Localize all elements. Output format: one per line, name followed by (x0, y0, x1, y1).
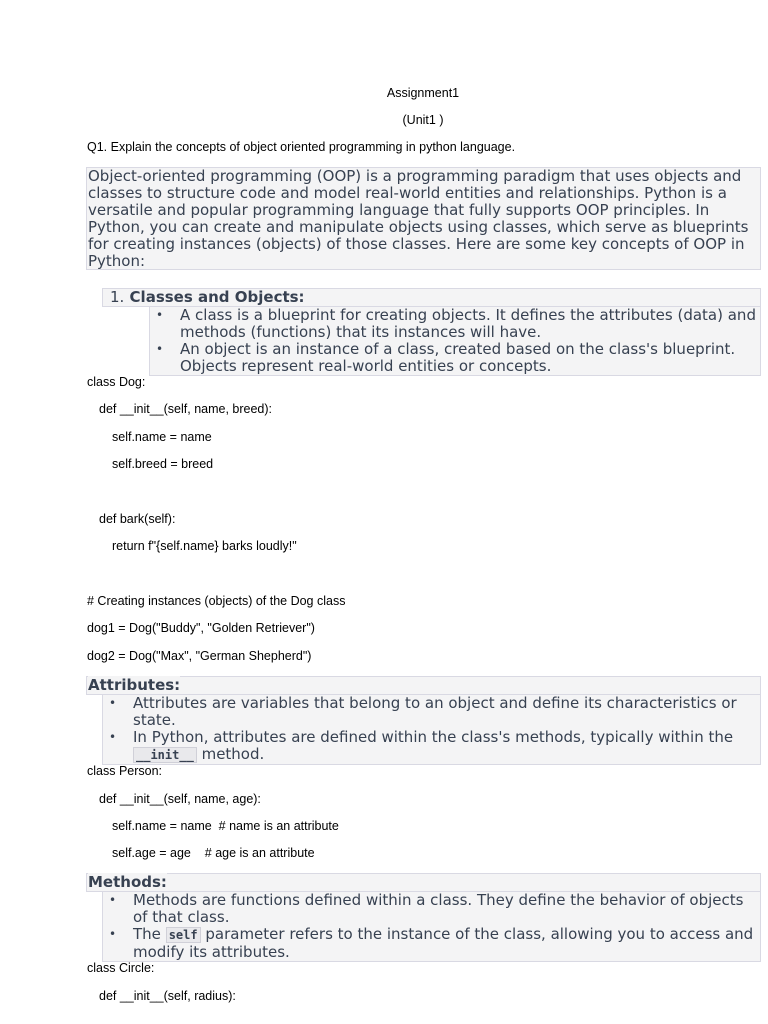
section-heading-classes (102, 288, 761, 307)
attributes-bullet-list (102, 694, 761, 765)
list-item: • The self parameter refers to the instance of the class, allowing you to access and modify its attributes. (109, 925, 754, 961)
methods-bullet-list (102, 891, 761, 962)
list-item: • Methods are functions defined within a class. They define the behavior of objects of that class. (109, 891, 744, 926)
code-line: return f"{self.name} barks loudly!" (112, 539, 297, 553)
list-item: • Attributes are variables that belong to an object and define its characteristics or state. (109, 694, 737, 729)
heading-text: Classes and Objects: (129, 288, 305, 306)
document-title: Assignment1 (386, 86, 460, 100)
code-line: def __init__(self, name, breed): (99, 402, 273, 416)
code-line: dog1 = Dog("Buddy", "Golden Retriever") (87, 621, 315, 635)
inline-code: __init__ (133, 747, 197, 763)
classes-bullet-list (149, 306, 761, 376)
code-line: def __init__(self, name, age): (99, 792, 261, 806)
section-heading-attributes: Attributes: (86, 676, 761, 695)
intro-paragraph: Object-oriented programming (OOP) is a programming paradigm that uses objects and classes to structure code and model real-world entities and relationships. Python is a versatile and popular programming language that fully supports OOP principles. In Python, you can create and manipulate objects using classes, which serve as blueprints for creating instances (objects) of those classes. Here are some key concepts of OOP in Python: (86, 167, 761, 270)
list-number: 1. (110, 288, 125, 306)
list-item: • A class is a blueprint for creating objects. It defines the attributes (data) and methods (functions) that its instances will have. (156, 306, 756, 341)
code-line: self.breed = breed (112, 457, 214, 471)
code-line: self.age = age # age is an attribute (112, 846, 315, 860)
section-heading-methods: Methods: (86, 873, 761, 892)
list-item: • An object is an instance of a class, created based on the class's blueprint. Objects represent real-world entities or concepts. (156, 340, 736, 375)
list-item: • In Python, attributes are defined within the class's methods, typically within the __init__ method. (109, 728, 734, 763)
code-line: dog2 = Dog("Max", "German Shepherd") (87, 649, 312, 663)
code-comment: # Creating instances (objects) of the Dog class (87, 594, 346, 608)
code-line: class Dog: (87, 375, 146, 389)
code-line: self.name = name # name is an attribute (112, 819, 339, 833)
code-line: def __init__(self, radius): (99, 989, 236, 1003)
code-line: def bark(self): (99, 512, 176, 526)
document-subtitle: (Unit1 ) (402, 113, 444, 127)
inline-code: self (166, 927, 201, 943)
code-line: class Person: (87, 764, 163, 778)
code-line: class Circle: (87, 961, 155, 975)
question-text: Q1. Explain the concepts of object oriented programming in python language. (87, 140, 516, 154)
code-line: self.name = name (112, 430, 212, 444)
